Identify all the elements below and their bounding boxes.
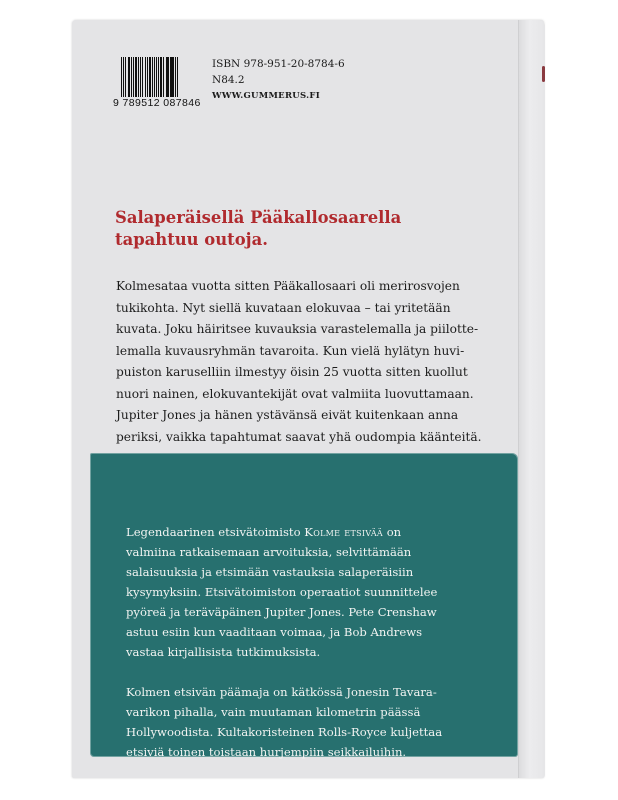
blurb-line: Jupiter Jones ja hänen ystävänsä eivät kuitenkaan anna	[116, 408, 459, 422]
publication-info	[212, 56, 345, 104]
publisher-website: WWW.GUMMERUS.FI	[212, 91, 321, 101]
book-spine-edge	[518, 20, 545, 778]
panel-line: Hollywoodista. Kultakoristeinen Rolls-Royce kuljettaa	[126, 725, 443, 739]
panel-line: etsiviä toinen toistaan hurjempiin seikkailuihin.	[126, 745, 407, 759]
blurb-line: puiston karuselliin ilmestyy öisin 25 vuotta sitten kuollut	[116, 365, 468, 379]
panel-line: vastaa kirjallisista tutkimuksista.	[126, 645, 321, 659]
book-back-cover	[72, 20, 544, 778]
panel-line	[126, 522, 506, 542]
panel-line: valmiina ratkaisemaan arvoituksia, selvittämään	[126, 545, 412, 559]
series-paragraph-2	[126, 682, 506, 762]
blurb-line: lemalla kuvausryhmän tavaroita. Kun vielä hylätyn huvi-	[116, 343, 465, 358]
panel-line: salaisuuksia ja etsimään vastauksia salaperäisiin	[126, 565, 414, 579]
panel-line: Kolmen etsivän päämaja on kätkössä Jonesin Tavara-	[126, 685, 437, 699]
blurb-line: tukikohta. Nyt siellä kuvataan elokuvaa – tai yritetään	[116, 300, 451, 315]
series-info-text	[126, 522, 506, 762]
panel-line: pyöreä ja teräväpäinen Jupiter Jones. Pete Crenshaw	[126, 605, 437, 619]
blurb-line: Kolmesataa vuotta sitten Pääkallosaari oli merirosvojen	[116, 279, 460, 293]
isbn-number: ISBN 978-951-20-8784-6	[212, 58, 345, 70]
panel-line: varikon pihalla, vain muutaman kilometrin päässä	[126, 705, 421, 719]
blurb-paragraph	[116, 276, 516, 448]
headline	[115, 207, 505, 251]
blurb-line: nuori nainen, elokuvantekijät ovat valmiita luovuttamaan.	[116, 386, 474, 401]
barcode	[113, 57, 203, 110]
barcode-digits: 9 789512 087846	[113, 97, 201, 109]
panel-line: astuu esiin kun vaaditaan voimaa, ja Bob Andrews	[126, 625, 423, 639]
series-name: Kolme etsivää	[304, 525, 384, 539]
blurb-line: kuvata. Joku häiritsee kuvauksia varastelemalla ja piilotte-	[116, 322, 479, 336]
barcode-bars-icon	[121, 57, 201, 101]
panel-text-segment: Legendaarinen etsivätoimisto	[126, 525, 305, 539]
blurb-line: periksi, vaikka tapahtumat saavat yhä oudompia käänteitä.	[116, 429, 482, 444]
spine-red-mark	[542, 66, 545, 82]
panel-line: kysymyksiin. Etsivätoimiston operaatiot suunnittelee	[126, 585, 438, 599]
headline-line: Salaperäisellä Pääkallosaarella	[115, 208, 402, 227]
headline-line: tapahtuu outoja.	[115, 230, 268, 249]
series-info-panel	[90, 453, 518, 757]
classification-code: N84.2	[212, 74, 245, 86]
panel-text-segment: on	[383, 525, 402, 539]
series-paragraph-1	[126, 522, 506, 662]
